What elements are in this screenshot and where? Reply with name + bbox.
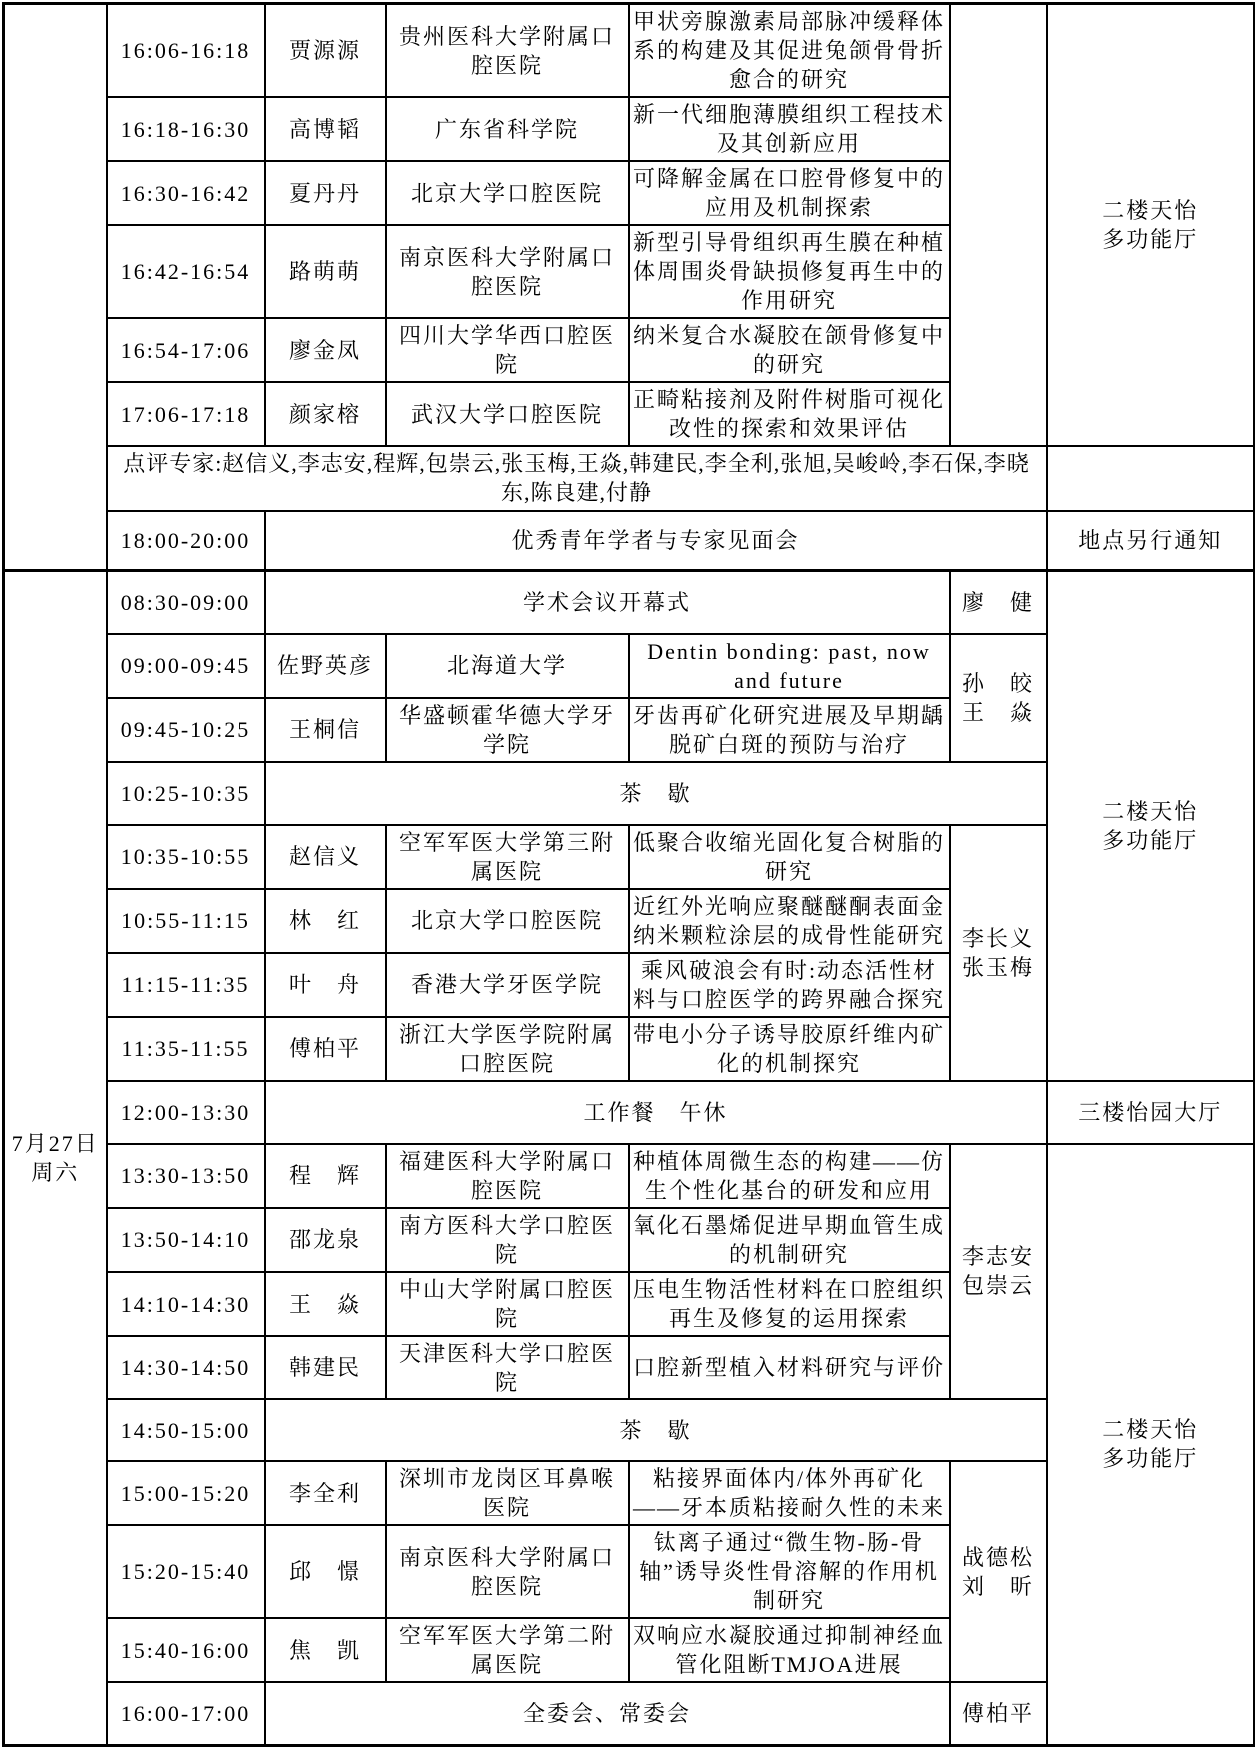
chair-cell: 傅柏平 xyxy=(950,1682,1047,1745)
table-row xyxy=(4,1144,1255,1208)
institution-cell: 空军军医大学第三附属医院 xyxy=(386,825,629,889)
time-cell: 16:54-17:06 xyxy=(107,318,265,382)
date-line1: 7月27日 xyxy=(11,1130,99,1156)
speaker-name: 夏丹丹 xyxy=(265,161,386,225)
table-row xyxy=(4,511,1255,571)
time-cell: 15:40-16:00 xyxy=(107,1618,265,1682)
speaker-name: 颜家榕 xyxy=(265,382,386,446)
institution-cell: 南京医科大学附属口腔医院 xyxy=(386,225,629,318)
date-cell-previous xyxy=(4,4,107,571)
chair-line1: 李志安 xyxy=(961,1244,1034,1270)
chair-cell xyxy=(950,634,1047,762)
chair-cell xyxy=(950,1461,1047,1682)
institution-cell: 四川大学华西口腔医院 xyxy=(386,318,629,382)
institution-cell: 中山大学附属口腔医院 xyxy=(386,1272,629,1336)
talk-title-cell: 压电生物活性材料在口腔组织再生及修复的运用探索 xyxy=(629,1272,950,1336)
time-cell: 16:42-16:54 xyxy=(107,225,265,318)
talk-title-cell: 可降解金属在口腔骨修复中的应用及机制探索 xyxy=(629,161,950,225)
talk-title-cell: Dentin bonding: past, now and future xyxy=(629,634,950,698)
venue-line2: 多功能厅 xyxy=(1102,1446,1199,1472)
speaker-name: 王桐信 xyxy=(265,698,386,762)
speaker-name: 赵信义 xyxy=(265,825,386,889)
institution-cell: 天津医科大学口腔医院 xyxy=(386,1336,629,1399)
talk-title-cell: 氧化石墨烯促进早期血管生成的机制研究 xyxy=(629,1208,950,1272)
event-cell: 优秀青年学者与专家见面会 xyxy=(265,511,1047,571)
institution-cell: 北京大学口腔医院 xyxy=(386,889,629,953)
time-cell: 16:30-16:42 xyxy=(107,161,265,225)
event-cell: 学术会议开幕式 xyxy=(265,571,950,634)
chair-cell xyxy=(950,825,1047,1081)
time-cell: 17:06-17:18 xyxy=(107,382,265,446)
speaker-name: 傅柏平 xyxy=(265,1017,386,1081)
institution-cell: 南方医科大学口腔医院 xyxy=(386,1208,629,1272)
speaker-name: 贾源源 xyxy=(265,4,386,98)
institution-cell: 南京医科大学附属口腔医院 xyxy=(386,1525,629,1618)
institution-cell: 北海道大学 xyxy=(386,634,629,698)
chair-line2: 包崇云 xyxy=(961,1273,1034,1299)
institution-cell: 北京大学口腔医院 xyxy=(386,161,629,225)
venue-line2: 多功能厅 xyxy=(1102,227,1199,253)
institution-cell: 福建医科大学附属口腔医院 xyxy=(386,1144,629,1208)
venue-cell: 地点另行通知 xyxy=(1047,511,1255,571)
speaker-name: 高博韬 xyxy=(265,97,386,161)
time-cell: 09:00-09:45 xyxy=(107,634,265,698)
event-cell: 茶 歇 xyxy=(265,1399,1047,1461)
talk-title-cell: 粘接界面体内/体外再矿化——牙本质粘接耐久性的未来 xyxy=(629,1461,950,1525)
event-cell: 茶 歇 xyxy=(265,762,1047,825)
date-cell xyxy=(4,571,107,1746)
time-cell: 12:00-13:30 xyxy=(107,1081,265,1144)
venue-line1: 二楼天怡 xyxy=(1102,798,1199,824)
institution-cell: 华盛顿霍华德大学牙学院 xyxy=(386,698,629,762)
time-cell: 15:20-15:40 xyxy=(107,1525,265,1618)
talk-title-cell: 低聚合收缩光固化复合树脂的研究 xyxy=(629,825,950,889)
institution-cell: 广东省科学院 xyxy=(386,97,629,161)
time-cell: 18:00-20:00 xyxy=(107,511,265,571)
venue-cell xyxy=(1047,571,1255,1081)
chair-line1: 李长义 xyxy=(961,925,1034,951)
time-cell: 14:30-14:50 xyxy=(107,1336,265,1399)
institution-cell: 武汉大学口腔医院 xyxy=(386,382,629,446)
talk-title-cell: 双响应水凝胶通过抑制神经血管化阻断TMJOA进展 xyxy=(629,1618,950,1682)
date-line2: 周六 xyxy=(31,1159,80,1185)
chair-line2: 张玉梅 xyxy=(961,954,1034,980)
conference-schedule-table xyxy=(2,2,1255,1747)
time-cell: 10:25-10:35 xyxy=(107,762,265,825)
talk-title-cell: 正畸粘接剂及附件树脂可视化改性的探索和效果评估 xyxy=(629,382,950,446)
chair-cell-empty xyxy=(950,4,1047,447)
time-cell: 16:18-16:30 xyxy=(107,97,265,161)
chair-line2: 王 焱 xyxy=(961,699,1034,725)
time-cell: 10:35-10:55 xyxy=(107,825,265,889)
talk-title-cell: 带电小分子诱导胶原纤维内矿化的机制探究 xyxy=(629,1017,950,1081)
time-cell: 13:30-13:50 xyxy=(107,1144,265,1208)
speaker-name: 程 辉 xyxy=(265,1144,386,1208)
speaker-name: 焦 凯 xyxy=(265,1618,386,1682)
chair-cell xyxy=(950,1144,1047,1399)
talk-title-cell: 新型引导骨组织再生膜在种植体周围炎骨缺损修复再生中的作用研究 xyxy=(629,225,950,318)
event-cell: 工作餐 午休 xyxy=(265,1081,1047,1144)
institution-cell: 浙江大学医学院附属口腔医院 xyxy=(386,1017,629,1081)
time-cell: 11:35-11:55 xyxy=(107,1017,265,1081)
time-cell: 15:00-15:20 xyxy=(107,1461,265,1525)
speaker-name: 叶 舟 xyxy=(265,953,386,1017)
talk-title-cell: 牙齿再矿化研究进展及早期龋脱矿白斑的预防与治疗 xyxy=(629,698,950,762)
event-cell: 全委会、常委会 xyxy=(265,1682,950,1745)
time-cell: 14:50-15:00 xyxy=(107,1399,265,1461)
time-cell: 09:45-10:25 xyxy=(107,698,265,762)
institution-cell: 香港大学牙医学院 xyxy=(386,953,629,1017)
table-row xyxy=(4,4,1255,98)
speaker-name: 路萌萌 xyxy=(265,225,386,318)
speaker-name: 林 红 xyxy=(265,889,386,953)
chair-line2: 刘 昕 xyxy=(961,1573,1034,1599)
venue-line2: 多功能厅 xyxy=(1102,827,1199,853)
time-cell: 16:06-16:18 xyxy=(107,4,265,98)
speaker-name: 韩建民 xyxy=(265,1336,386,1399)
talk-title-cell: 纳米复合水凝胶在颌骨修复中的研究 xyxy=(629,318,950,382)
table-row xyxy=(4,571,1255,634)
institution-cell: 空军军医大学第二附属医院 xyxy=(386,1618,629,1682)
speaker-name: 佐野英彦 xyxy=(265,634,386,698)
talk-title-cell: 种植体周微生态的构建——仿生个性化基台的研发和应用 xyxy=(629,1144,950,1208)
time-cell: 08:30-09:00 xyxy=(107,571,265,634)
venue-cell: 三楼怡园大厅 xyxy=(1047,1081,1255,1144)
chair-line1: 战德松 xyxy=(961,1544,1034,1570)
speaker-name: 王 焱 xyxy=(265,1272,386,1336)
time-cell: 13:50-14:10 xyxy=(107,1208,265,1272)
time-cell: 14:10-14:30 xyxy=(107,1272,265,1336)
venue-line1: 二楼天怡 xyxy=(1102,198,1199,224)
speaker-name: 廖金凤 xyxy=(265,318,386,382)
venue-cell xyxy=(1047,4,1255,447)
venue-cell-empty xyxy=(1047,446,1255,510)
talk-title-cell: 乘风破浪会有时:动态活性材料与口腔医学的跨界融合探究 xyxy=(629,953,950,1017)
chair-cell: 廖 健 xyxy=(950,571,1047,634)
speaker-name: 邱 憬 xyxy=(265,1525,386,1618)
time-cell: 11:15-11:35 xyxy=(107,953,265,1017)
review-panel-cell: 点评专家:赵信义,李志安,程辉,包崇云,张玉梅,王焱,韩建民,李全利,张旭,吴峻岭,李石保,李晓东,陈良建,付静 xyxy=(107,446,1047,510)
talk-title-cell: 甲状旁腺激素局部脉冲缓释体系的构建及其促进兔颌骨骨折愈合的研究 xyxy=(629,4,950,98)
chair-line1: 孙 皎 xyxy=(961,670,1034,696)
institution-cell: 深圳市龙岗区耳鼻喉医院 xyxy=(386,1461,629,1525)
talk-title-cell: 口腔新型植入材料研究与评价 xyxy=(629,1336,950,1399)
time-cell: 16:00-17:00 xyxy=(107,1682,265,1745)
talk-title-cell: 近红外光响应聚醚醚酮表面金纳米颗粒涂层的成骨性能研究 xyxy=(629,889,950,953)
venue-cell xyxy=(1047,1144,1255,1745)
venue-line1: 二楼天怡 xyxy=(1102,1417,1199,1443)
institution-cell: 贵州医科大学附属口腔医院 xyxy=(386,4,629,98)
review-panel-row xyxy=(4,446,1255,510)
speaker-name: 邵龙泉 xyxy=(265,1208,386,1272)
talk-title-cell: 钛离子通过“微生物-肠-骨轴”诱导炎性骨溶解的作用机制研究 xyxy=(629,1525,950,1618)
time-cell: 10:55-11:15 xyxy=(107,889,265,953)
speaker-name: 李全利 xyxy=(265,1461,386,1525)
talk-title-cell: 新一代细胞薄膜组织工程技术及其创新应用 xyxy=(629,97,950,161)
lunch-row xyxy=(4,1081,1255,1144)
